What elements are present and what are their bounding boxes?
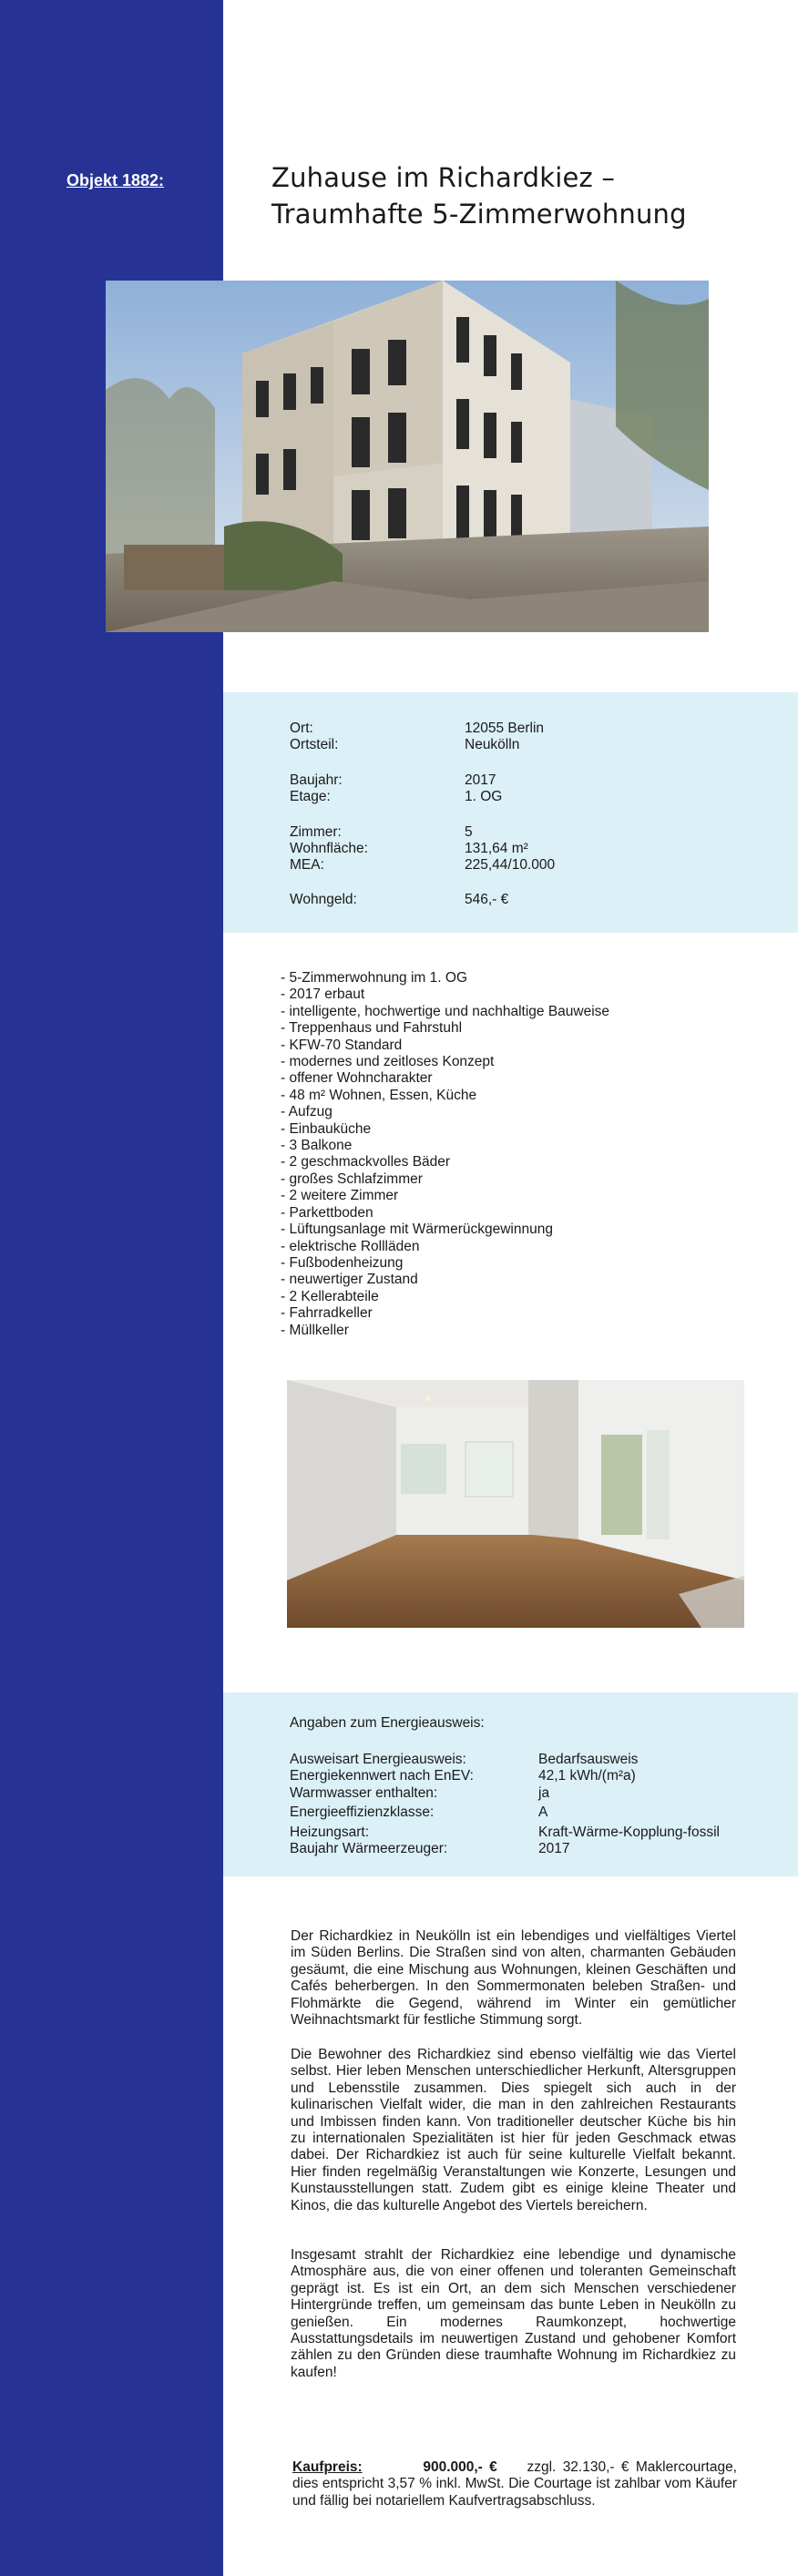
- feature-list: [281, 970, 609, 1339]
- detail-label: MEA:: [290, 857, 324, 873]
- energy-value: 42,1 kWh/(m²a): [538, 1768, 636, 1784]
- feature-item: - neuwertiger Zustand: [281, 1272, 418, 1288]
- feature-item: - großes Schlafzimmer: [281, 1170, 423, 1187]
- detail-value: 12055 Berlin: [465, 721, 545, 736]
- feature-item: - Fußbodenheizung: [281, 1254, 404, 1271]
- feature-item: - 5-Zimmerwohnung im 1. OG: [281, 970, 467, 986]
- feature-item: - intelligente, hochwertige und nachhaltige Bauweise: [281, 1003, 610, 1019]
- energy-value: Kraft-Wärme-Kopplung-fossil: [538, 1825, 720, 1840]
- energy-label: Baujahr Wärmeerzeuger:: [290, 1841, 448, 1856]
- description-paragraph: Der Richardkiez in Neukölln ist ein lebendiges und vielfältiges Viertel im Süden Berlins. Die Straßen sind von alten, charmanten Gebäuden gesäumt, die eine Mischung aus Wohnungen, kleinen Geschäften und Cafés beherbergen. In den Sommermonaten beleben Straßen- und Flohmärkte die Gegend, während im Winter ein gemütlicher Weihnachtsmarkt für festliche Stimmung sorgt.: [291, 1928, 736, 2029]
- feature-item: - 3 Balkone: [281, 1138, 353, 1154]
- feature-item: - Aufzug: [281, 1104, 332, 1120]
- price-block: [292, 2459, 737, 2510]
- feature-item: - 2017 erbaut: [281, 986, 365, 1003]
- feature-item: - Müllkeller: [281, 1322, 349, 1338]
- page-title: [271, 159, 763, 232]
- building-exterior-photo: [106, 281, 709, 632]
- detail-value: 546,- €: [465, 892, 509, 907]
- energy-heading: Angaben zum Energieausweis:: [290, 1715, 485, 1731]
- feature-item: - offener Wohncharakter: [281, 1070, 433, 1087]
- feature-item: - 2 geschmackvolles Bäder: [281, 1154, 451, 1170]
- energy-value: Bedarfsausweis: [538, 1752, 639, 1767]
- detail-label: Etage:: [290, 789, 331, 804]
- feature-item: - Treppenhaus und Fahrstuhl: [281, 1020, 463, 1037]
- feature-item: - 2 Kellerabteile: [281, 1288, 379, 1304]
- energy-label: Energieeffizienzklasse:: [290, 1804, 435, 1820]
- feature-item: - 2 weitere Zimmer: [281, 1188, 399, 1204]
- price-value: 900.000,- €: [423, 2459, 497, 2475]
- feature-item: - 48 m² Wohnen, Essen, Küche: [281, 1087, 477, 1103]
- detail-value: Neukölln: [465, 737, 520, 752]
- detail-label: Ortsteil:: [290, 737, 339, 752]
- detail-value: 1. OG: [465, 789, 503, 804]
- energy-value: ja: [538, 1785, 550, 1801]
- feature-item: - elektrische Rollläden: [281, 1238, 420, 1254]
- feature-item: - Fahrradkeller: [281, 1305, 373, 1322]
- description-paragraph: Die Bewohner des Richardkiez sind ebenso vielfältig wie das Viertel selbst. Hier leben Menschen unterschiedlicher Herkunft, Altersgruppen und Lebensstile zusammen. Dies spiegelt sich auch in der kulinarischen Vielfalt wider, die man in den zahlreichen Restaurants und Imbissen finden kann. Von traditioneller deutscher Küche bis hin zu internationalen Spezialitäten ist hier für jeden Geschmack etwas dabei. Der Richardkiez ist auch für seine kulturelle Vielfalt bekannt. Hier finden regelmäßig Veranstaltungen wie Konzerte, Lesungen und Kunstausstellungen statt. Zudem gibt es einige kleine Theater und Kinos, die das kulturelle Angebot des Viertels bereichern.: [291, 2047, 736, 2213]
- price-note: zzgl. 32.130,- € Maklercourtage, dies entspricht 3,57 % inkl. MwSt. Die Courtage ist zahlbar vom Käufer und fällig bei notariellem Kaufvertragsabschluss.: [292, 2459, 737, 2509]
- detail-label: Baujahr:: [290, 772, 343, 788]
- price-label: Kaufpreis:: [292, 2459, 363, 2475]
- detail-label: Wohngeld:: [290, 892, 357, 907]
- detail-value: 131,64 m²: [465, 841, 528, 856]
- detail-label: Ort:: [290, 721, 313, 736]
- detail-label: Zimmer:: [290, 824, 342, 840]
- energy-value: 2017: [538, 1841, 570, 1856]
- energy-label: Ausweisart Energieausweis:: [290, 1752, 466, 1767]
- energy-label: Heizungsart:: [290, 1825, 370, 1840]
- energy-label: Warmwasser enthalten:: [290, 1785, 438, 1801]
- object-number: Objekt 1882:: [66, 171, 165, 189]
- apartment-interior-photo: [287, 1380, 744, 1628]
- detail-value: 5: [465, 824, 473, 840]
- feature-item: - Parkettboden: [281, 1204, 373, 1221]
- energy-label: Energiekennwert nach EnEV:: [290, 1768, 474, 1784]
- detail-label: Wohnfläche:: [290, 841, 368, 856]
- feature-item: - KFW-70 Standard: [281, 1037, 403, 1053]
- feature-item: - Einbauküche: [281, 1120, 372, 1137]
- detail-value: 2017: [465, 772, 496, 788]
- description-paragraph: Insgesamt strahlt der Richardkiez eine lebendige und dynamische Atmosphäre aus, die von einer offenen und toleranten Gemeinschaft geprägt ist. Es ist ein Ort, an dem sich Menschen verschiedener Hintergründe treffen, um gemeinsam das bunte Leben in Neukölln zu genießen. Ein modernes Raumkonzept, hochwertige Ausstattungsdetails im neuwertigen Zustand und gehobener Komfort zählen zu den Gründen diese traumhafte Wohnung im Richardkiez zu kaufen!: [291, 2247, 736, 2380]
- energy-value: A: [538, 1804, 548, 1820]
- feature-item: - modernes und zeitloses Konzept: [281, 1054, 495, 1070]
- title-line-1: Zuhause im Richardkiez –: [271, 162, 616, 193]
- detail-value: 225,44/10.000: [465, 857, 556, 873]
- title-line-2: Traumhafte 5-Zimmerwohnung: [271, 199, 687, 230]
- feature-item: - Lüftungsanlage mit Wärmerückgewinnung: [281, 1222, 553, 1238]
